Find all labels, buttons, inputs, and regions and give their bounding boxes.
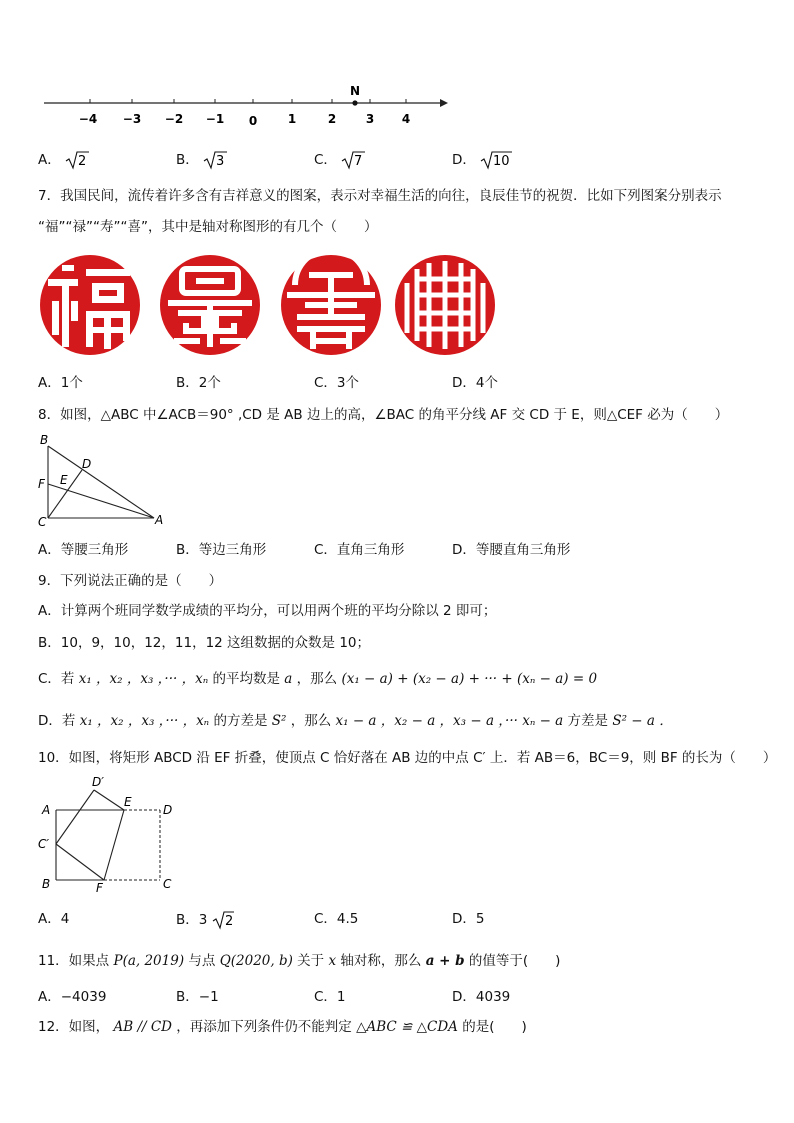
q10-option-a: A．4 [38,911,70,927]
svg-text:F: F [96,881,103,895]
q10-question: 10．如图，将矩形 ABCD 沿 EF 折叠，使顶点 C 恰好落在 AB 边的中点 C′ 上．若 AB＝6，BC＝9，则 BF 的长为（ ） [38,750,777,766]
q10-option-b: B．3 2 [176,912,233,929]
sqrt-sign [480,150,512,170]
tick-label: −2 [164,112,184,126]
q11-question: 11．如果点 P(a, 2019) 与点 Q(2020, b) 关于 x 轴对称，那么 a + b 的值等于( ) [38,953,561,969]
svg-text:2: 2 [224,914,233,929]
svg-text:3: 3 [216,154,225,169]
point-n-label: N [350,84,361,98]
q8-triangle-figure [34,432,174,532]
q7-option-d: D．4个 [452,375,498,391]
sqrt-sign [203,150,227,170]
q9-option-d: D．若 x₁ ，x₂ ，x₃ ，··· ，xₙ 的方差是 S² ，那么 x₁ − a ，x₂ − a ，x₃ − a ，··· xₙ − a 方差是 S² − a ． [38,713,673,729]
q6-option-a [38,150,89,170]
fu-pattern-icon [40,255,140,355]
q7-option-a: A．1个 [38,375,83,391]
q8-question: 8．如图，△ABC 中∠ACB＝90° ,CD 是 AB 边上的高，∠BAC 的角平分线 AF 交 CD 于 E，则△CEF 必为（ ） [38,407,729,423]
option-letter: C． [314,152,337,168]
svg-text:D: D [163,803,173,817]
svg-text:C: C [38,515,47,529]
tick-label: −3 [122,112,142,126]
svg-text:2: 2 [78,154,87,169]
q6-option-d [452,150,512,170]
number-line [40,84,450,134]
q8-option-d: D．等腰直角三角形 [452,542,571,558]
q9-option-c: C．若 x₁ ，x₂ ，x₃ ，··· ，xₙ 的平均数是 a ，那么 (x₁ − a) + (x₂ − a) + ··· + (xₙ − a) = 0 [38,671,598,687]
tick-label: −4 [78,112,98,126]
sqrt-sign [341,150,365,170]
q11-option-d: D．4039 [452,989,511,1005]
option-letter: B． [176,152,199,168]
svg-text:D′: D′ [92,775,104,789]
q6-option-c [314,150,365,170]
tick-label: 2 [327,112,337,126]
tick-label: 1 [287,112,297,126]
q9-option-b: B．10，9，10，12，11，12 这组数据的众数是 10； [38,635,371,651]
q11-option-a: A．−4039 [38,989,107,1005]
q12-question: 12．如图， AB // CD ，再添加下列条件仍不能判定 △ABC ≌ △CDA 的是( ) [38,1019,527,1035]
lu-pattern-icon [160,255,260,355]
tick-label: 0 [248,114,258,128]
q11-option-c: C．1 [314,989,346,1005]
tick-label: 3 [365,112,375,126]
q7-option-c: C．3个 [314,375,360,391]
xi-pattern-icon [395,255,495,355]
tick-label: 4 [401,112,411,126]
q11-option-b: B．−1 [176,989,219,1005]
q9-question: 9．下列说法正确的是（ ） [38,573,223,589]
svg-text:C′: C′ [38,837,50,851]
svg-text:D: D [82,457,92,471]
q7-option-b: B．2个 [176,375,221,391]
q7-question-cont: “福”“禄”“寿”“喜”，其中是轴对称图形的有几个（ ） [38,219,378,235]
sqrt-sign [65,150,89,170]
q9-option-a: A．计算两个班同学数学成绩的平均分，可以用两个班的平均分除以 2 即可； [38,603,497,619]
q8-option-b: B．等边三角形 [176,542,267,558]
option-letter: D． [452,152,476,168]
option-letter: A． [38,152,61,168]
q6-option-b [176,150,227,170]
q10-option-d: D．5 [452,911,485,927]
q8-option-c: C．直角三角形 [314,542,405,558]
tick-label: −1 [205,112,225,126]
svg-text:C: C [163,877,172,891]
q10-rectangle-figure [36,774,186,896]
svg-text:E: E [124,795,132,809]
svg-text:B: B [40,433,49,447]
sqrt-sign [212,910,234,930]
svg-text:7: 7 [354,154,363,169]
q10-option-c: C．4.5 [314,911,359,927]
svg-text:10: 10 [493,154,510,169]
shou-pattern-icon [281,255,381,355]
q7-question: 7．我国民间，流传着许多含有吉祥意义的图案，表示对幸福生活的向往，良辰佳节的祝贺．比如下列图案分别表示 [38,188,722,204]
svg-text:A: A [42,803,51,817]
q8-option-a: A．等腰三角形 [38,542,129,558]
svg-text:A: A [155,513,164,527]
svg-text:E: E [60,473,68,487]
svg-text:F: F [38,477,45,491]
point-n [352,100,357,105]
svg-text:B: B [42,877,51,891]
